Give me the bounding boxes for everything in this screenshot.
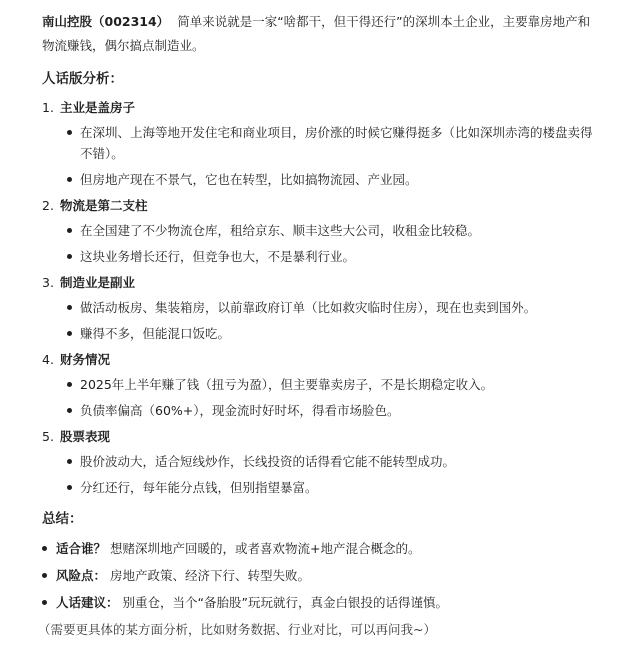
point-item bbox=[42, 273, 597, 344]
bullet-item: 负债率偏高（60%+），现金流时好时坏，得看市场脸色。 bbox=[42, 400, 597, 421]
bullet-item: 分红还行，每年能分点钱，但别指望暴富。 bbox=[42, 477, 597, 498]
bullet-item: 赚得不多，但能混口饭吃。 bbox=[42, 323, 597, 344]
summary-item bbox=[42, 592, 597, 613]
bullet-item: 2025年上半年赚了钱（扭亏为盈），但主要靠卖房子，不是长期稳定收入。 bbox=[42, 374, 597, 395]
point-bullets bbox=[42, 220, 597, 267]
point-number: 2. bbox=[42, 198, 54, 213]
point-title-text: 物流是第二支柱 bbox=[59, 198, 148, 213]
point-number: 5. bbox=[42, 429, 54, 444]
bullet-item: 这块业务增长还行，但竞争也大，不是暴利行业。 bbox=[42, 246, 597, 267]
bullet-item: 股价波动大，适合短线炒作，长线投资的话得看它能不能转型成功。 bbox=[42, 451, 597, 472]
summary-label: 人话建议： bbox=[56, 595, 119, 610]
point-title-text: 制造业是副业 bbox=[59, 275, 135, 290]
summary-label: 风险点： bbox=[56, 568, 107, 583]
point-number: 4. bbox=[42, 352, 54, 367]
summary-text: 别重仓，当个“备胎股”玩玩就行，真金白银投的话得谨慎。 bbox=[122, 595, 448, 610]
company-name: 南山控股（002314） bbox=[42, 14, 170, 29]
footnote: （需要更具体的某方面分析，比如财务数据、行业对比，可以再问我~） bbox=[38, 622, 436, 637]
point-title bbox=[42, 427, 597, 447]
intro-text: 简单来说就是一家“啥都干，但干得还行”的深圳本土企业，主要靠房地产和物流赚钱，偶尔搞点制造业。 bbox=[42, 14, 591, 53]
summary-text: 想赌深圳地产回暖的，或者喜欢物流+地产混合概念的。 bbox=[110, 541, 421, 556]
point-title bbox=[42, 273, 597, 293]
point-bullets bbox=[42, 122, 597, 190]
summary-label: 适合谁？ bbox=[56, 541, 107, 556]
point-bullets bbox=[42, 297, 597, 344]
point-title bbox=[42, 350, 597, 370]
point-title-text: 主业是盖房子 bbox=[59, 100, 135, 115]
point-title bbox=[42, 196, 597, 216]
point-title-text: 股票表现 bbox=[59, 429, 110, 444]
summary-item bbox=[42, 538, 597, 559]
bullet-item: 做活动板房、集装箱房，以前靠政府订单（比如救灾临时住房），现在也卖到国外。 bbox=[42, 297, 597, 318]
point-bullets bbox=[42, 374, 597, 421]
point-number: 3. bbox=[42, 275, 54, 290]
bullet-item: 但房地产现在不景气，它也在转型，比如搞物流园、产业园。 bbox=[42, 169, 597, 190]
point-item bbox=[42, 98, 597, 190]
point-title-text: 财务情况 bbox=[59, 352, 110, 367]
point-item bbox=[42, 196, 597, 267]
point-number: 1. bbox=[42, 100, 54, 115]
analysis-points bbox=[42, 98, 597, 498]
summary-item bbox=[42, 565, 597, 586]
bullet-item: 在全国建了不少物流仓库，租给京东、顺丰这些大公司，收租金比较稳。 bbox=[42, 220, 597, 241]
summary-text: 房地产政策、经济下行、转型失败。 bbox=[110, 568, 311, 583]
point-item bbox=[42, 350, 597, 421]
intro-paragraph bbox=[42, 10, 597, 58]
point-bullets bbox=[42, 451, 597, 498]
point-title bbox=[42, 98, 597, 118]
point-item bbox=[42, 427, 597, 498]
bullet-item: 在深圳、上海等地开发住宅和商业项目，房价涨的时候它赚得挺多（比如深圳赤湾的楼盘卖得不错）。 bbox=[42, 122, 597, 164]
analysis-heading: 人话版分析： bbox=[42, 71, 123, 87]
summary-list bbox=[42, 538, 597, 613]
summary-heading: 总结： bbox=[42, 511, 83, 527]
